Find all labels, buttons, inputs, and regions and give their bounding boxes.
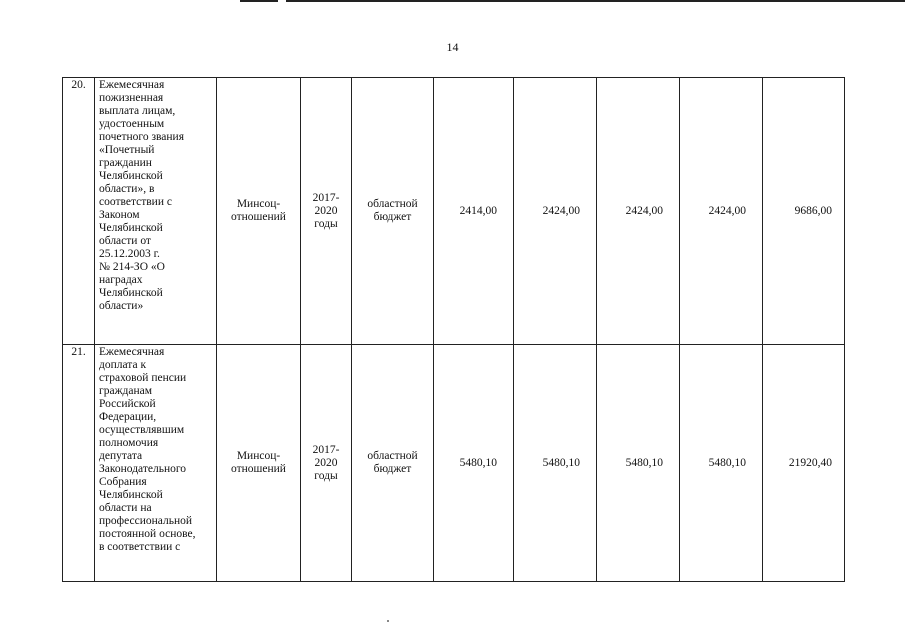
amount-2017: 5480,10: [434, 345, 514, 582]
page-number: 14: [446, 40, 459, 54]
table-row: [63, 78, 845, 345]
amount-total: 21920,40: [763, 345, 845, 582]
top-rule: [240, 0, 905, 2]
top-rule-gap: [278, 0, 286, 2]
amount-2020: 2424,00: [680, 78, 763, 345]
program-table: [62, 77, 845, 582]
measure-description: Ежемесячная доплата к страховой пенсии гражданам Российской Федерации, осуществлявшим полномочия депутата Законодательного Собрания Челябинской области на профессиональной постоянной основе, в соответствии с: [95, 345, 217, 582]
source-text: областной бюджет: [367, 198, 418, 223]
period-text: 2017- 2020 годы: [312, 443, 340, 482]
amount-2020: 5480,10: [680, 345, 763, 582]
amount-2019: 2424,00: [597, 78, 680, 345]
source-text: областной бюджет: [367, 450, 418, 475]
amount-2017: 2414,00: [434, 78, 514, 345]
row-number: 20.: [63, 78, 95, 345]
row-number: 21.: [63, 345, 95, 582]
executor-text: Минсоц- отношений: [231, 198, 286, 223]
period-cell: [301, 78, 352, 345]
amount-2019: 5480,10: [597, 345, 680, 582]
source-cell: [352, 78, 434, 345]
executor-cell: [217, 78, 301, 345]
amount-2018: 2424,00: [514, 78, 597, 345]
table-row: [63, 345, 845, 582]
measure-description: Ежемесячная пожизненная выплата лицам, удостоенным почетного звания «Почетный гражданин Челябинской области», в соответствии с Законом Челябинской области от 25.12.2003 г. № 214-ЗО «О наградах Челябинской области»: [95, 78, 217, 345]
scan-speck: [387, 620, 389, 622]
executor-text: Минсоц- отношений: [231, 450, 286, 475]
amount-2018: 5480,10: [514, 345, 597, 582]
period-text: 2017- 2020 годы: [312, 191, 340, 230]
source-cell: [352, 345, 434, 582]
executor-cell: [217, 345, 301, 582]
amount-total: 9686,00: [763, 78, 845, 345]
period-cell: [301, 345, 352, 582]
